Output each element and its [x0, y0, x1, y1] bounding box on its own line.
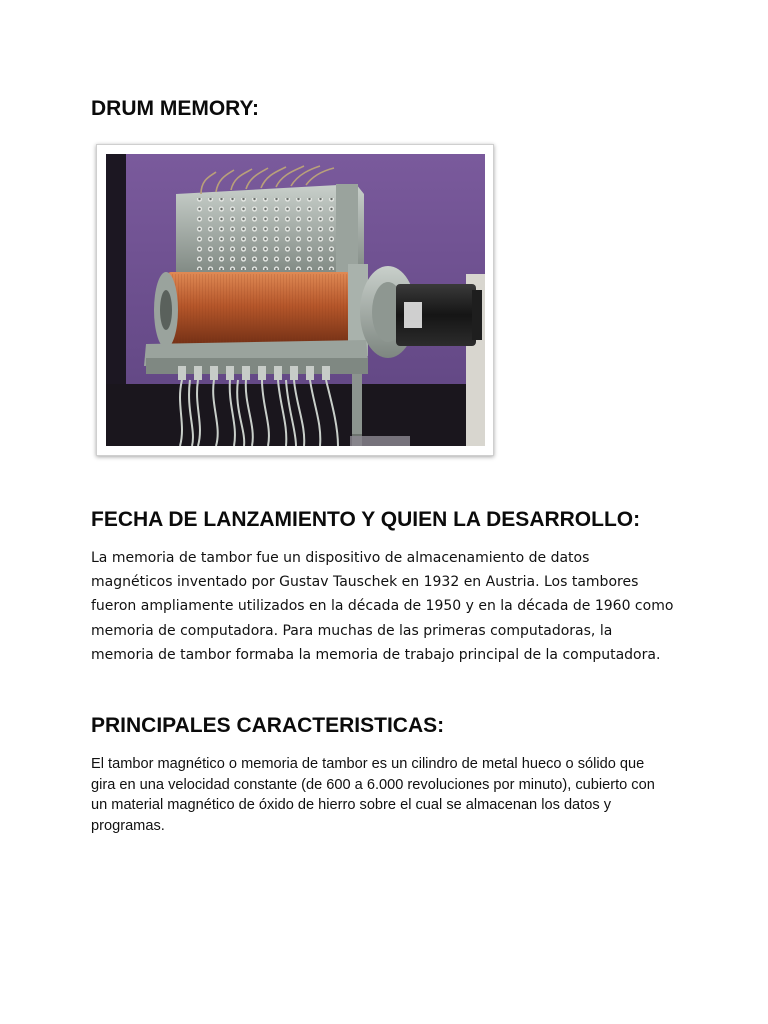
paragraph-line: memoria de computadora. Para muchas de las primeras computadoras, la [91, 622, 613, 639]
drum-memory-photo [96, 144, 494, 456]
paragraph-line: La memoria de tambor fue un dispositivo de almacenamiento de datos [91, 550, 590, 566]
paragraph-line: fueron ampliamente utilizados en la década de 1950 y en la década de 1960 como [91, 598, 674, 615]
paragraph-line: gira en una velocidad constante (de 600 a 6.000 revoluciones por minuto), cubierto con [91, 776, 655, 793]
release-date-paragraph [91, 546, 691, 667]
paragraph-line: un material magnético de óxido de hierro sobre el cual se almacenan los datos y [91, 797, 611, 813]
section-title-main-features: PRINCIPALES CARACTERISTICAS: [91, 714, 445, 737]
paragraph-line: programas. [91, 817, 165, 834]
paragraph-line: magnéticos inventado por Gustav Tauschek en 1932 en Austria. Los tambores [91, 574, 639, 591]
drum-memory-illustration [106, 154, 485, 446]
paragraph-line: El tambor magnético o memoria de tambor es un cilindro de metal hueco o sólido que [91, 756, 645, 772]
section-title-release-date: FECHA DE LANZAMIENTO Y QUIEN LA DESARROLLO: [91, 508, 641, 531]
paragraph-line: memoria de tambor formaba la memoria de trabajo principal de la computadora. [91, 646, 661, 663]
main-features-paragraph [91, 754, 691, 836]
section-title-drum-memory: DRUM MEMORY: [91, 97, 259, 120]
